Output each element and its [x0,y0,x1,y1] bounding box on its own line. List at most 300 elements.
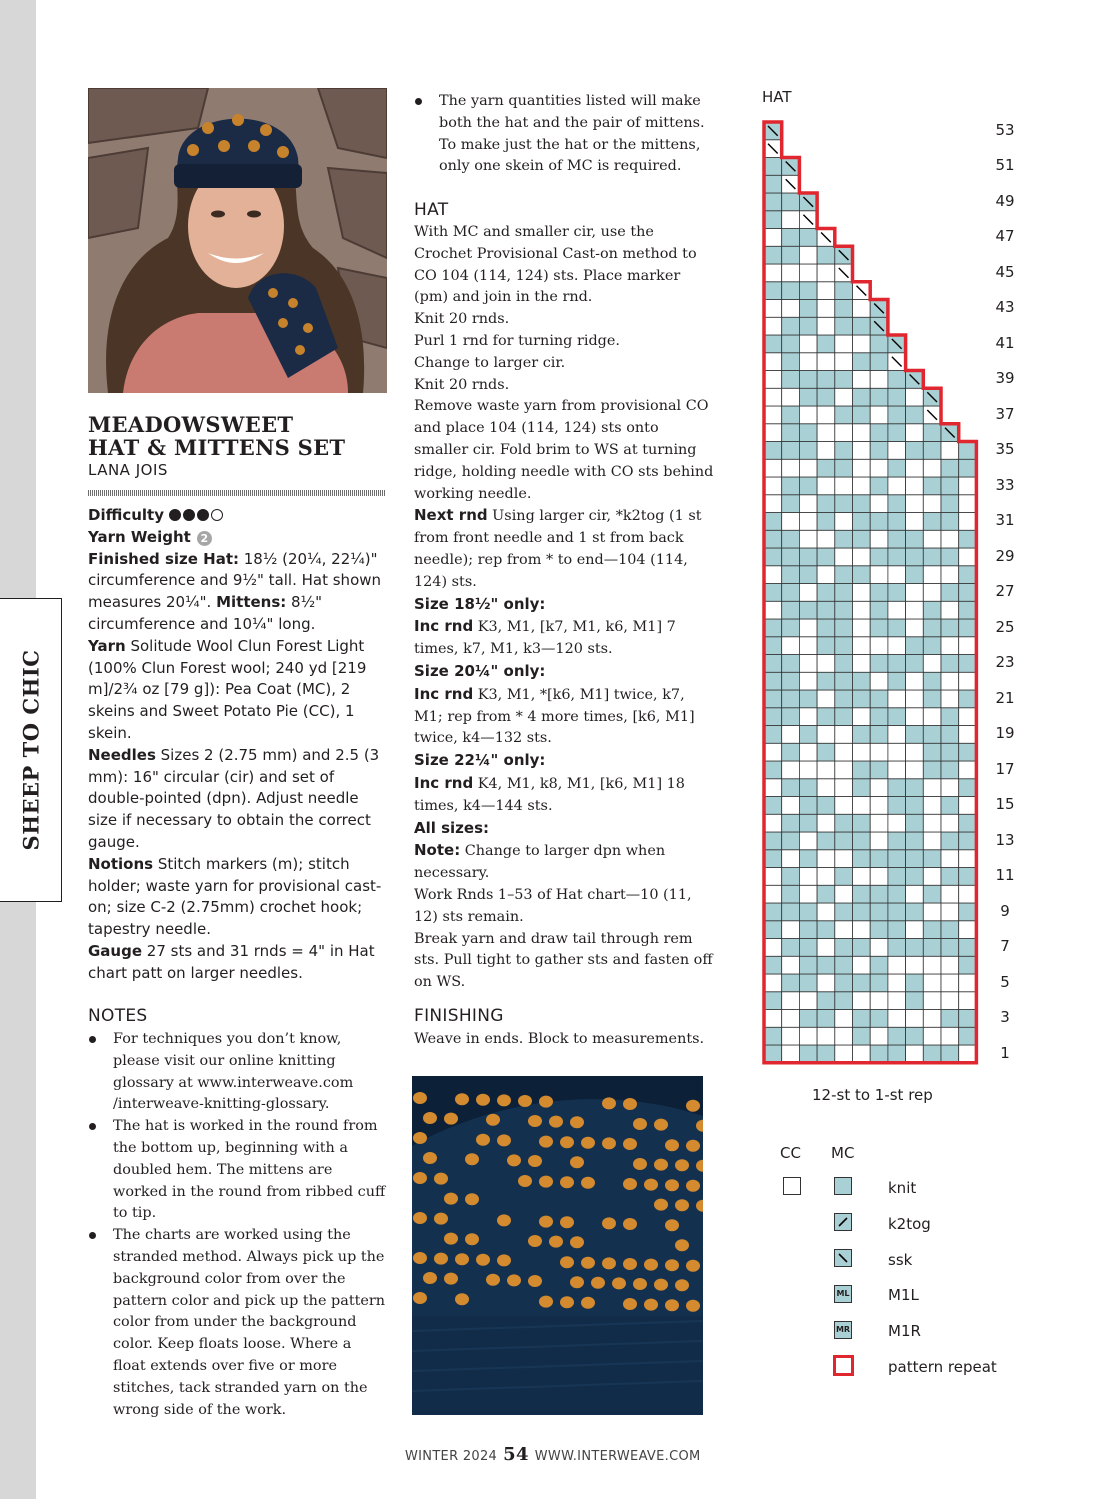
chart-cell [923,992,941,1010]
chart-cell [817,601,835,619]
chart-cell [870,779,888,797]
chart-cell [764,317,782,335]
chart-cell [888,690,906,708]
chart-cell [799,566,817,584]
pattern-title [88,413,345,459]
chart-cell [764,708,782,726]
chart-cell [835,939,853,957]
chart-cell [941,513,959,531]
hat-chart [760,118,982,1070]
chart-cell [835,406,853,424]
chart-title: HAT [762,88,792,106]
row-number: 3 [1000,1008,1010,1027]
chart-cell [853,761,871,779]
chart-cell [764,619,782,637]
chart-cell [959,992,977,1010]
chart-cell [959,1027,977,1045]
chart-cell [764,158,782,176]
mittens-label: Mittens: [216,593,287,612]
specs-block [88,505,388,985]
chart-cell [870,566,888,584]
chart-cell [782,513,800,531]
chart-cell [782,743,800,761]
chart-cell [906,530,924,548]
chart-cell [782,548,800,566]
row-number: 19 [995,724,1015,743]
chart-cell [959,903,977,921]
chart-cell [782,406,800,424]
chart-cell [782,584,800,602]
chart-cell [764,513,782,531]
chart-cell [906,850,924,868]
chart-cell [888,814,906,832]
chart-cell [870,530,888,548]
chart-cell [799,246,817,264]
chart-cell [782,495,800,513]
chart-cell [835,974,853,992]
chart-cell [888,850,906,868]
chart-cell [941,690,959,708]
chart-cell [906,921,924,939]
chart-cell [764,797,782,815]
chart-cell [817,868,835,886]
chart-cell [906,956,924,974]
chart-cell [853,921,871,939]
chart-cell [959,672,977,690]
row-number: 45 [995,262,1015,281]
chart-cell [941,939,959,957]
chart-cell [764,743,782,761]
chart-cell [888,726,906,744]
chart-cell [782,335,800,353]
chart-cell [799,371,817,389]
legend-k2tog-label: k2tog [888,1215,931,1233]
chart-cell [799,601,817,619]
chart-cell [835,956,853,974]
chart-cell [906,442,924,460]
chart-cell [817,1027,835,1045]
chart-cell [888,655,906,673]
chart-cell [817,459,835,477]
chart-cell [835,388,853,406]
chart-cell [835,424,853,442]
chart-cell [906,601,924,619]
inc-rnd-3: Inc rnd K4, M1, k8, M1, [k6, M1] 18 times, k4—144 sts. [414,773,685,814]
hat-closeup-illustration [412,1076,703,1415]
chart-cell [835,495,853,513]
chart-cell [799,956,817,974]
chart-cell [906,655,924,673]
chart-cell [906,903,924,921]
chart-cell [764,282,782,300]
chart-cell [853,442,871,460]
chart-cell [782,193,800,211]
chart-cell [906,388,924,406]
chart-cell [835,353,853,371]
chart-cell [799,282,817,300]
row-number: 5 [1000,972,1010,991]
legend-repeat-label: pattern repeat [888,1358,997,1376]
chart-cell [959,690,977,708]
chart-cell [817,690,835,708]
chart-cell [799,335,817,353]
chart-cell [906,814,924,832]
chart-cell [959,832,977,850]
chart-cell [888,584,906,602]
chart-cell [870,424,888,442]
chart-cell [906,797,924,815]
chart-cell [906,761,924,779]
row-number: 43 [995,298,1015,317]
chart-cell [764,921,782,939]
chart-cell [888,566,906,584]
row-number: 33 [995,475,1015,494]
chart-cell [923,601,941,619]
chart-cell [853,868,871,886]
chart-cell [941,530,959,548]
chart-cell [764,388,782,406]
chart-cell [906,1045,924,1063]
chart-cell [906,584,924,602]
chart-cell [888,513,906,531]
chart-cell [923,726,941,744]
chart-cell [870,459,888,477]
chart-cell [817,974,835,992]
chart-cell [923,708,941,726]
chart-cell [853,530,871,548]
chart-cell [835,282,853,300]
chart-cell [959,548,977,566]
chart-cell [799,424,817,442]
chart-cell [888,1027,906,1045]
chart-cell [782,300,800,318]
chart-cell [853,317,871,335]
chart-cell [959,885,977,903]
chart-cell [906,992,924,1010]
chart-cell [941,584,959,602]
chart-cell [764,175,782,193]
chart-cell [888,868,906,886]
chart-cell [888,424,906,442]
row-number: 47 [995,227,1015,246]
yarn-weight-label: Yarn Weight [88,527,191,546]
chart-cell [870,655,888,673]
chart-cell [870,921,888,939]
chart-cell [941,459,959,477]
chart-cell [870,601,888,619]
chart-cell [799,317,817,335]
chart-cell [799,442,817,460]
chart-cell [764,601,782,619]
chart-cell [870,743,888,761]
chart-cell [888,442,906,460]
chart-cell [959,1045,977,1063]
title-line-1: MEADOWSWEET [88,412,294,437]
legend-m1r-label: M1R [888,1322,921,1340]
chart-cell [835,779,853,797]
chart-cell [782,885,800,903]
chart-cell [799,868,817,886]
chart-cell [782,229,800,247]
chart-cell [853,814,871,832]
chart-cell [941,885,959,903]
chart-cell [906,424,924,442]
chart-cell [835,513,853,531]
chart-cell [923,903,941,921]
chart-cell [835,921,853,939]
chart-cell [764,850,782,868]
chart-cell [923,619,941,637]
chart-cell [923,690,941,708]
chart-cell [782,264,800,282]
chart-cell [923,797,941,815]
chart-cell [853,939,871,957]
chart-cell [923,530,941,548]
chart-cell [782,317,800,335]
chart-cell [870,619,888,637]
chart-cell [959,850,977,868]
chart-cell [853,779,871,797]
size-1-heading: Size 18½" only: [414,594,546,613]
chart-cell [923,779,941,797]
chart-cell [870,850,888,868]
chart-cell [923,1045,941,1063]
chart-cell [959,1010,977,1028]
chart-cell [799,708,817,726]
chart-cell [764,424,782,442]
knit-icon-cc [783,1177,801,1195]
page-footer [405,1444,701,1465]
chart-cell [817,885,835,903]
chart-cell [782,797,800,815]
chart-cell [764,548,782,566]
chart-cell [782,672,800,690]
chart-cell [870,992,888,1010]
chart-cell [853,708,871,726]
chart-cell [870,868,888,886]
chart-cell [764,335,782,353]
chart-cell [941,477,959,495]
chart-cell [959,974,977,992]
chart-cell [835,814,853,832]
chart-cell [870,477,888,495]
chart-cell [906,708,924,726]
chart-cell [817,406,835,424]
difficulty-row [88,505,388,527]
chart-cell [870,1010,888,1028]
chart-cell [906,868,924,886]
chart-cell [888,619,906,637]
chart-cell [853,672,871,690]
chart-cell [853,495,871,513]
chart-cell [799,548,817,566]
chart-cell [941,442,959,460]
chart-cell [817,584,835,602]
chart-cell [817,672,835,690]
chart-cell [764,726,782,744]
chart-cell [888,601,906,619]
chart-cell [941,974,959,992]
chart-cell [941,726,959,744]
chart-cell [835,637,853,655]
ssk-icon [834,1249,852,1267]
chart-cell [782,690,800,708]
chart-cell [835,566,853,584]
chart-cell [764,814,782,832]
chart-cell [782,566,800,584]
chart-cell [888,779,906,797]
chart-cell [782,371,800,389]
chart-cell [853,353,871,371]
hat-step: Purl 1 rnd for turning ridge. [414,332,620,349]
legend-ssk-label: ssk [888,1251,913,1269]
gauge-spec [88,941,388,985]
chart-cell [906,1010,924,1028]
chart-cell [782,761,800,779]
m1r-icon: MR [834,1321,852,1339]
chart-cell [888,530,906,548]
chart-cell [959,779,977,797]
chart-cell [799,797,817,815]
chart-cell [906,619,924,637]
chart-cell [906,974,924,992]
row-number: 21 [995,688,1015,707]
chart-cell [799,619,817,637]
finishing-text: Weave in ends. Block to measurements. [414,1031,705,1047]
chart-cell [782,619,800,637]
row-number: 15 [995,795,1015,814]
chart-cell [959,619,977,637]
chart-cell [959,655,977,673]
chart-cell [799,885,817,903]
chart-cell [941,921,959,939]
chart-cell [853,335,871,353]
chart-cell [764,637,782,655]
size-3-heading: Size 22¼" only: [414,751,546,770]
chart-cell [870,726,888,744]
notes-heading: NOTES [88,1006,148,1026]
chart-cell [941,637,959,655]
chart-cell [817,442,835,460]
chart-cell [853,690,871,708]
legend-cc-heading: CC [780,1144,801,1162]
chart-cell [782,353,800,371]
chart-cell [906,743,924,761]
chart-cell [906,726,924,744]
chart-cell [799,1045,817,1063]
chart-cell [906,939,924,957]
title-line-2: HAT & MITTENS SET [88,435,346,460]
chart-cell [799,903,817,921]
chart-cell [888,956,906,974]
section-tab [0,598,62,902]
hat-step: With MC and smaller cir, use the Crochet Provisional Cast-on method to CO 104 (114, 124) sts. Place marker (pm) and join in the rnd. [414,224,697,306]
chart-cell [835,1027,853,1045]
row-number: 25 [995,617,1015,636]
chart-cell [959,797,977,815]
chart-cell [870,548,888,566]
chart-cell [817,992,835,1010]
chart-cell [782,282,800,300]
chart-cell [782,1027,800,1045]
yarn-label: Yarn [88,636,126,655]
chart-cell [764,1045,782,1063]
model-photo [88,88,387,393]
chart-cell [799,406,817,424]
difficulty-circle [197,509,209,521]
chart-cell [799,530,817,548]
chart-cell [923,939,941,957]
chart-cell [853,992,871,1010]
chart-cell [799,477,817,495]
chart-cell [817,903,835,921]
chart-cell [817,655,835,673]
chart-cell [959,708,977,726]
chart-cell [764,690,782,708]
chart-cell [764,371,782,389]
chart-cell [782,708,800,726]
chart-cell [941,868,959,886]
chart-cell [959,921,977,939]
chart-cell [888,939,906,957]
chart-cell [764,193,782,211]
chart-cell [941,495,959,513]
chart-cell [959,530,977,548]
chart-cell [764,832,782,850]
chart-cell [782,956,800,974]
chart-cell [853,1027,871,1045]
chart-cell [870,335,888,353]
chart-cell [923,761,941,779]
chart-cell [923,1010,941,1028]
chart-cell [941,1045,959,1063]
chart-cell [764,992,782,1010]
chart-cell [853,513,871,531]
chart-cell [888,495,906,513]
chart-cell [817,619,835,637]
chart-cell [764,956,782,974]
chart-cell [835,690,853,708]
needles-text: Sizes 2 (2.75 mm) and 2.5 (3 mm): 16" circular (cir) and set of double-pointed (dpn). Adjust needle size if necessary to obtain the correct gauge. [88,745,380,851]
chart-cell [817,956,835,974]
chart-cell [835,743,853,761]
hat-instructions [414,222,714,994]
chart-cell [870,903,888,921]
chart-cell [853,424,871,442]
chart-cell [835,655,853,673]
chart-cell [906,832,924,850]
chart-cell [835,885,853,903]
chart-cell [923,459,941,477]
chart-cell [870,761,888,779]
chart-cell [799,1010,817,1028]
chart-cell [817,264,835,282]
chart-cell [817,566,835,584]
chart-cell [782,903,800,921]
chart-cell [835,797,853,815]
chart-cell [799,743,817,761]
chart-cell [870,1027,888,1045]
chart-cell [853,371,871,389]
next-rnd: Next rnd Using larger cir, *k2tog (1 st from front needle and 1 st from back needle); rep from * to end—104 (114, 124) sts. [414,506,702,590]
chart-cell [764,229,782,247]
model-photo-illustration [88,88,387,393]
chart-cell [817,1010,835,1028]
chart-cell [799,229,817,247]
chart-cell [853,1010,871,1028]
chart-cell [923,921,941,939]
chart-cell [906,1027,924,1045]
